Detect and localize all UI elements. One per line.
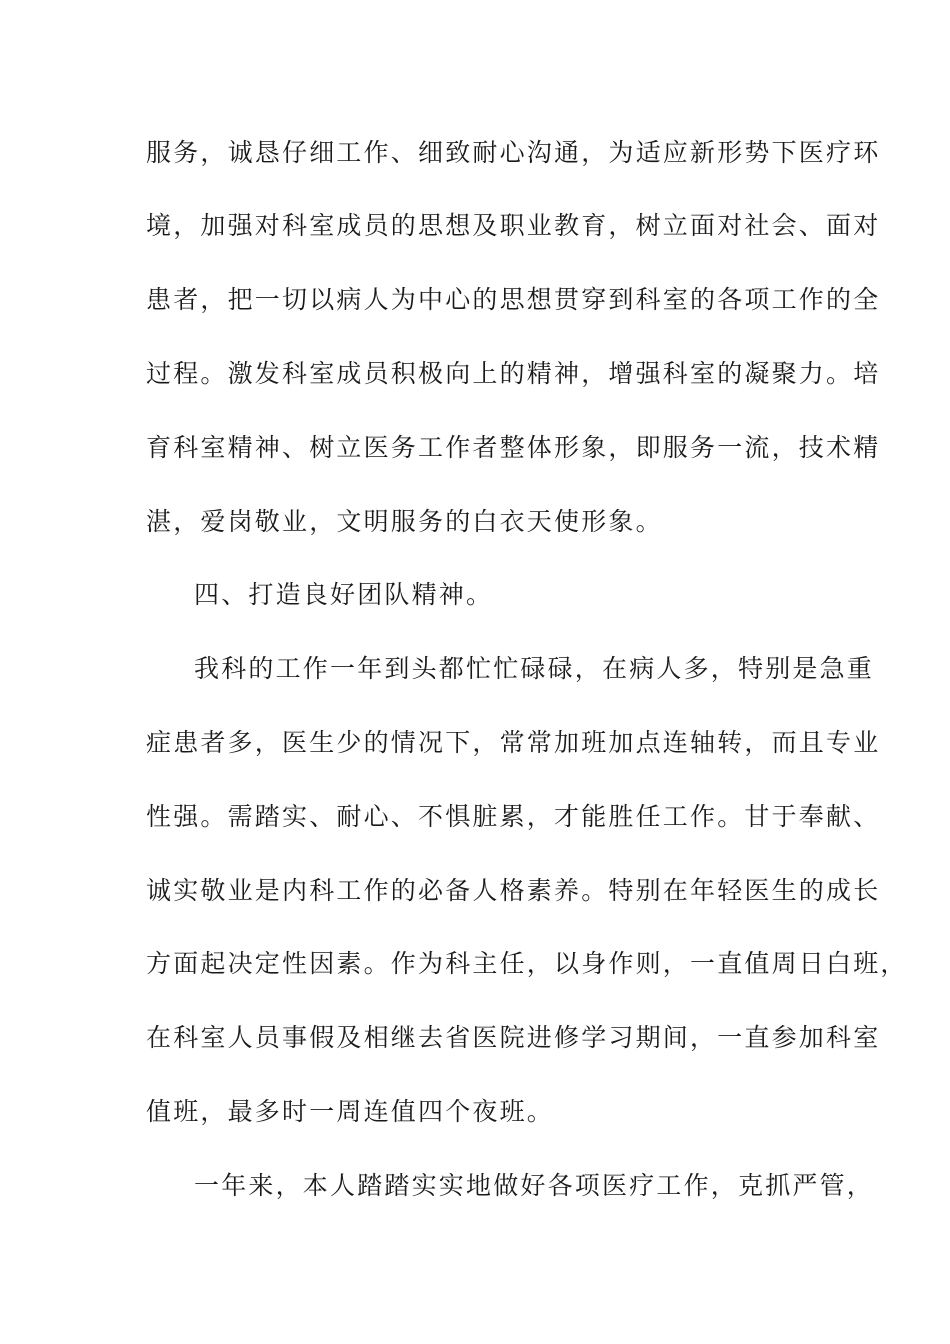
text-line: 诚实敬业是内科工作的必备人格素养。特别在年轻医生的成长 (146, 876, 881, 905)
text-line: 服务，诚恳仔细工作、细致耐心沟通，为适应新形势下医疗环 (146, 138, 881, 167)
text-line: 过程。激发科室成员积极向上的精神，增强科室的凝聚力。培 (146, 359, 881, 388)
section-heading: 四、打造良好团队精神。 (194, 580, 494, 609)
paragraph-first-line: 一年来，本人踏踏实实地做好各项医疗工作，克抓严管， (194, 1171, 875, 1200)
text-line: 育科室精神、树立医务工作者整体形象，即服务一流，技术精 (146, 433, 881, 462)
paragraph-first-line: 我科的工作一年到头都忙忙碌碌，在病人多，特别是急重 (194, 654, 875, 683)
text-line: 方面起决定性因素。作为科主任，以身作则，一直值周日白班， (146, 949, 908, 978)
text-line: 境，加强对科室成员的思想及职业教育，树立面对社会、面对 (146, 211, 881, 240)
text-line: 患者，把一切以病人为中心的思想贯穿到科室的各项工作的全 (146, 285, 881, 314)
text-line: 症患者多，医生少的情况下，常常加班加点连轴转，而且专业 (146, 728, 881, 757)
text-line: 值班，最多时一周连值四个夜班。 (146, 1097, 555, 1126)
text-line: 性强。需踏实、耐心、不惧脏累，才能胜任工作。甘于奉献、 (146, 802, 881, 831)
text-line: 在科室人员事假及相继去省医院进修学习期间，一直参加科室 (146, 1023, 881, 1052)
text-line: 湛，爱岗敬业，文明服务的白衣天使形象。 (146, 507, 663, 536)
